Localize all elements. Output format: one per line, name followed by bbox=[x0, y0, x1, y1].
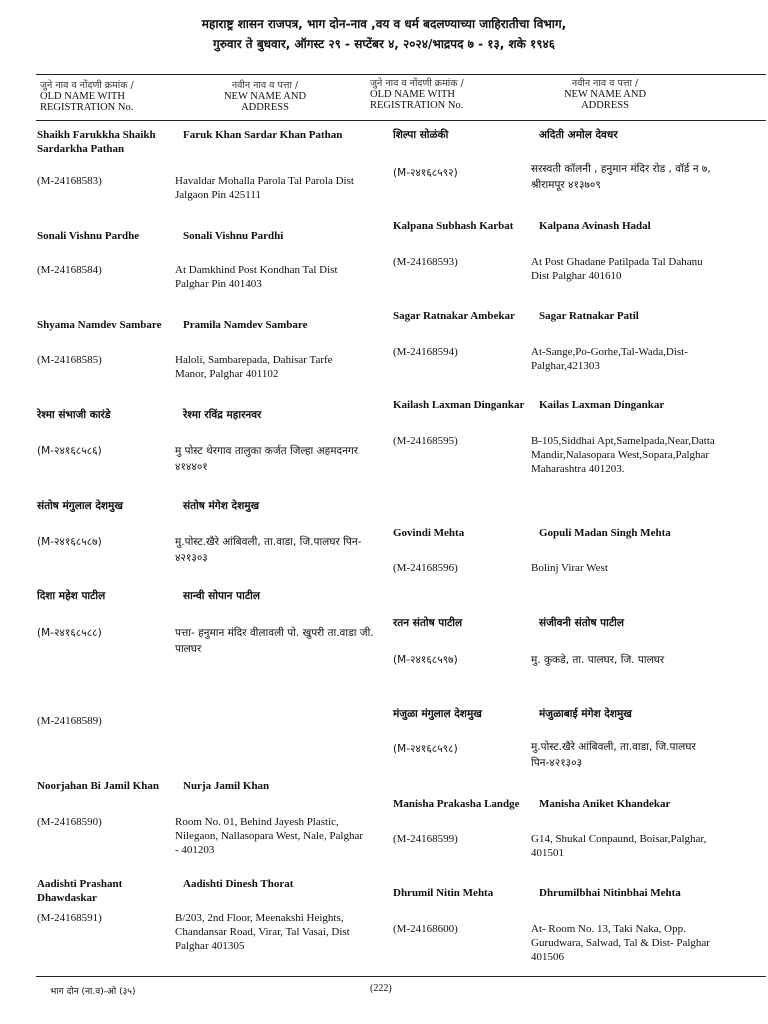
old-name: Dhrumil Nitin Mehta bbox=[393, 887, 494, 899]
old-name: शिल्पा सोळंकी bbox=[393, 129, 449, 141]
registration-number: (M-24168590) bbox=[37, 816, 102, 828]
address: At Damkhind Post Kondhan Tal Dist Palghar Pin 401403 bbox=[175, 264, 338, 290]
new-name: संजीवनी संतोष पाटील bbox=[539, 617, 624, 629]
address: पत्ता- हनुमान मंदिर वीलावली पो. खुपरी ता.वाडा जी. पालघर bbox=[175, 627, 374, 655]
old-name: Aadishti Prashant Dhawdaskar bbox=[37, 878, 123, 904]
bottom-rule bbox=[36, 976, 766, 977]
new-name: Sonali Vishnu Pardhi bbox=[183, 230, 284, 242]
old-name: मंजुळा मंगुलाल देशमुख bbox=[393, 708, 482, 720]
registration-number: (M-२४१६८५८८) bbox=[37, 627, 102, 639]
address: G14, Shukal Conpaund, Boisar,Palghar, 401501 bbox=[531, 833, 707, 859]
new-name: Gopuli Madan Singh Mehta bbox=[539, 527, 671, 539]
header-line-1: महाराष्ट्र शासन राजपत्र, भाग दोन-नाव ,वय व धर्म बदलण्याच्या जाहिरातीचा विभाग, bbox=[201, 17, 567, 31]
old-name: रतन संतोष पाटील bbox=[393, 617, 463, 629]
address: At- Room No. 13, Taki Naka, Opp. Gurudwara, Salwad, Tal & Dist- Palghar 401506 bbox=[531, 923, 710, 963]
new-name: संतोष मंगेश देशमुख bbox=[183, 500, 260, 512]
registration-number: (M-24168583) bbox=[37, 175, 102, 187]
address: Havaldar Mohalla Parola Tal Parola Dist Jalgaon Pin 425111 bbox=[175, 175, 354, 201]
new-name: Aadishti Dinesh Thorat bbox=[183, 878, 294, 890]
footer-section-label: भाग दोन (ना.व)-ओ (३५) bbox=[50, 987, 136, 997]
new-name: रेश्मा रविंद्र महारनवर bbox=[183, 409, 262, 421]
address: Bolinj Virar West bbox=[531, 562, 608, 574]
old-name: Kailash Laxman Dingankar bbox=[393, 399, 525, 411]
registration-number: (M-२४१६८५८७) bbox=[37, 536, 102, 548]
new-name: Pramila Namdev Sambare bbox=[183, 319, 308, 331]
header-line-2: गुरुवार ते बुधवार, ऑगस्ट २९ - सप्टेंबर ४, २०२४/भाद्रपद ७ - १३, शके १९४६ bbox=[213, 37, 555, 51]
address: मु पोस्ट थेरगाव तालुका कर्जत जिल्हा अहमदनगर ४१४४०१ bbox=[175, 445, 359, 473]
registration-number: (M-24168594) bbox=[393, 346, 458, 358]
old-name: Kalpana Subhash Karbat bbox=[393, 220, 514, 232]
registration-number: (M-24168584) bbox=[37, 264, 102, 276]
gazette-header bbox=[0, 14, 768, 54]
registration-number: (M-२४१६८५९८) bbox=[393, 743, 458, 755]
registration-number: (M-24168591) bbox=[37, 912, 102, 924]
new-name: अदिती अमोल देवधर bbox=[539, 129, 618, 141]
old-name: Sagar Ratnakar Ambekar bbox=[393, 310, 515, 322]
registration-number: (M-२४१६८५९७) bbox=[393, 654, 458, 666]
old-name: दिशा महेश पाटील bbox=[37, 590, 106, 602]
page-number: (222) bbox=[370, 983, 392, 994]
address: B/203, 2nd Floor, Meenakshi Heights, Chandansar Road, Virar, Tal Vasai, Dist Palghar 401305 bbox=[175, 912, 350, 952]
new-name: Kalpana Avinash Hadal bbox=[539, 220, 651, 232]
new-name: Nurja Jamil Khan bbox=[183, 780, 270, 792]
registration-number: (M-24168599) bbox=[393, 833, 458, 845]
address: मु.पोस्ट.खैरे आंबिवली, ता.वाडा, जि.पालघर पिन-४२१३०३ bbox=[531, 741, 696, 769]
address: At Post Ghadane Patilpada Tal Dahanu Dist Palghar 401610 bbox=[531, 256, 703, 282]
right-new-name-heading: नवीन नाव व पत्ता / NEW NAME AND ADDRESS bbox=[563, 78, 647, 111]
registration-number: (M-24168585) bbox=[37, 354, 102, 366]
address: Room No. 01, Behind Jayesh Plastic, Nilegaon, Nallasopara West, Nale, Palghar - 401203 bbox=[175, 816, 363, 856]
registration-number: (M-24168600) bbox=[393, 923, 458, 935]
registration-number: (M-24168595) bbox=[393, 435, 458, 447]
old-name: Noorjahan Bi Jamil Khan bbox=[37, 780, 159, 792]
address: मु.पोस्ट.खैरे आंबिवली, ता.वाडा, जि.पालघर पिन- ४२१३०३ bbox=[175, 536, 362, 564]
registration-number: (M-२४१६८५८६) bbox=[37, 445, 102, 457]
left-new-name-heading: नवीन नाव व पत्ता / NEW NAME AND ADDRESS bbox=[223, 80, 307, 113]
registration-number: (M-24168596) bbox=[393, 562, 458, 574]
new-name: Kailas Laxman Dingankar bbox=[539, 399, 665, 411]
address: Haloli, Sambarepada, Dahisar Tarfe Manor, Palghar 401102 bbox=[175, 354, 333, 380]
address: At-Sange,Po-Gorhe,Tal-Wada,Dist-Palghar,421303 bbox=[531, 346, 688, 372]
old-name: Manisha Prakasha Landge bbox=[393, 798, 520, 810]
registration-number: (M-24168589) bbox=[37, 715, 102, 727]
new-name: मंजुळाबाई मंगेश देशमुख bbox=[539, 708, 632, 720]
old-name: Sonali Vishnu Pardhe bbox=[37, 230, 140, 242]
old-name: Shyama Namdev Sambare bbox=[37, 319, 162, 331]
new-name: Dhrumilbhai Nitinbhai Mehta bbox=[539, 887, 681, 899]
new-name: Manisha Aniket Khandekar bbox=[539, 798, 671, 810]
old-name: रेश्मा संभाजी कारंडे bbox=[37, 409, 111, 421]
new-name: सान्वी सोपान पाटील bbox=[183, 590, 260, 602]
top-rule bbox=[36, 74, 766, 75]
address: सरस्वती कॉलनी , हनुमान मंदिर रोड , वॉर्ड न ७, श्रीरामपूर ४१३७०९ bbox=[531, 163, 711, 191]
left-old-name-heading: जुने नाव व नोंदणी क्रमांक / OLD NAME WITH REGISTRATION No. bbox=[40, 80, 134, 113]
address: B-105,Siddhai Apt,Samelpada,Near,Datta Mandir,Nalasopara West,Sopara,Palghar Maharashtra 401203. bbox=[531, 435, 715, 475]
address: मु. कुकडे, ता. पालघर, जि. पालघर bbox=[531, 654, 665, 666]
old-name: संतोष मंगुलाल देशमुख bbox=[37, 500, 123, 512]
registration-number: (M-24168593) bbox=[393, 256, 458, 268]
registration-number: (M-२४१६८५९२) bbox=[393, 167, 458, 179]
right-old-name-heading: जुने नाव व नोंदणी क्रमांक / OLD NAME WITH REGISTRATION No. bbox=[370, 78, 464, 111]
new-name: Sagar Ratnakar Patil bbox=[539, 310, 639, 322]
old-name: Shaikh Farukkha Shaikh Sardarkha Pathan bbox=[37, 129, 156, 155]
new-name: Faruk Khan Sardar Khan Pathan bbox=[183, 129, 343, 141]
header-rule bbox=[36, 120, 766, 121]
old-name: Govindi Mehta bbox=[393, 527, 465, 539]
